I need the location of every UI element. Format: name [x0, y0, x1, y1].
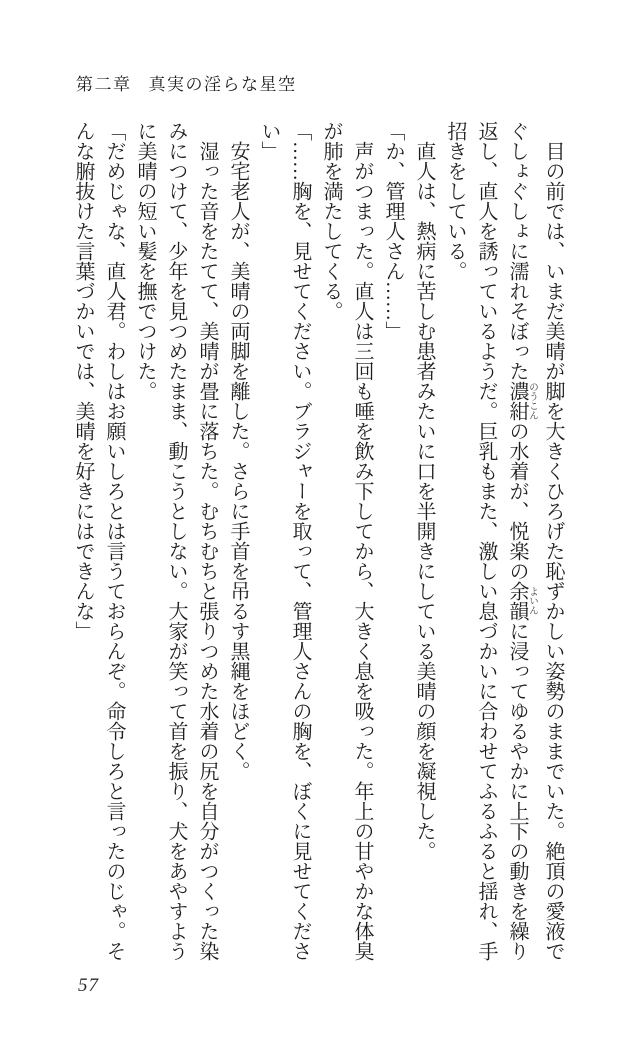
text-column-3: 返し、直人を誘っているようだ。巨乳もまた、激しい息づかいに合わせてふるふると揺れ、手 — [475, 121, 497, 961]
text-column-10: い」 — [258, 121, 280, 161]
text-column-12: 湿った音をたてて、美晴が畳に落ちた。むちむちと張りつめた水着の尻を自分がつくった染 — [196, 121, 218, 961]
chapter-title: 真実の淫らな星空 — [148, 75, 297, 94]
text-column-14: に美晴の短い髪を撫でつけた。 — [134, 121, 156, 401]
furigana-yoin — [506, 581, 537, 621]
text-column-13: みにつけて、少年を見つめたまま、動こうとしない。大家が笑って首を振り、犬をあやすよう — [165, 121, 187, 961]
text-block — [67, 121, 568, 963]
text-column-9: 「……胸を、見せてください。ブラジャーを取って、管理人さんの胸を、ぼくに見せてくださ — [289, 121, 311, 961]
ruby-base: 濃紺 — [506, 381, 528, 421]
text-column-6: 「か、管理人さん……」 — [382, 121, 404, 341]
text-column-7: 声がつまった。直人は三回も唾を飲み下してから、大きく息を吸った。年上の甘やかな体臭 — [351, 121, 373, 961]
ruby-text: よいん — [527, 581, 537, 621]
page-number: 57 — [78, 975, 99, 996]
text-column-16: んな腑抜けた言葉づかいでは、美晴を好きにはできんな」 — [72, 121, 94, 641]
text-column-11: 安宅老人が、美晴の両脚を離した。さらに手首を吊るす黒縄をほどく。 — [227, 121, 249, 781]
running-head — [76, 70, 297, 95]
text-column-1: 目の前では、いまだ美晴が脚を大きくひろげた恥ずかしい姿勢のままでいた。絶頂の愛液で — [542, 121, 564, 961]
text-segment: ぐしょぐしょに濡れそぼった — [506, 121, 528, 381]
text-column-8: が肺を満たしてくる。 — [320, 121, 342, 321]
furigana-noukon — [506, 381, 537, 421]
text-column-2 — [501, 121, 537, 963]
ruby-text: のうこん — [527, 381, 537, 421]
text-segment: に浸ってゆるやかに上下の動きを繰り — [506, 621, 528, 961]
text-column-5: 直人は、熱病に苦しむ患者みたいに口を半開きにしている美晴の顔を凝視した。 — [413, 121, 435, 861]
text-column-15: 「だめじゃな、直人君。わしはお願いしろとは言うておらんぞ。命令しろと言ったのじゃ。そ — [103, 121, 125, 961]
ruby-base: 余韻 — [506, 581, 528, 621]
text-segment: の水着が、悦楽の — [506, 421, 528, 581]
chapter-number: 第二章 — [76, 75, 132, 94]
text-column-4: 招きをしている。 — [444, 121, 466, 281]
